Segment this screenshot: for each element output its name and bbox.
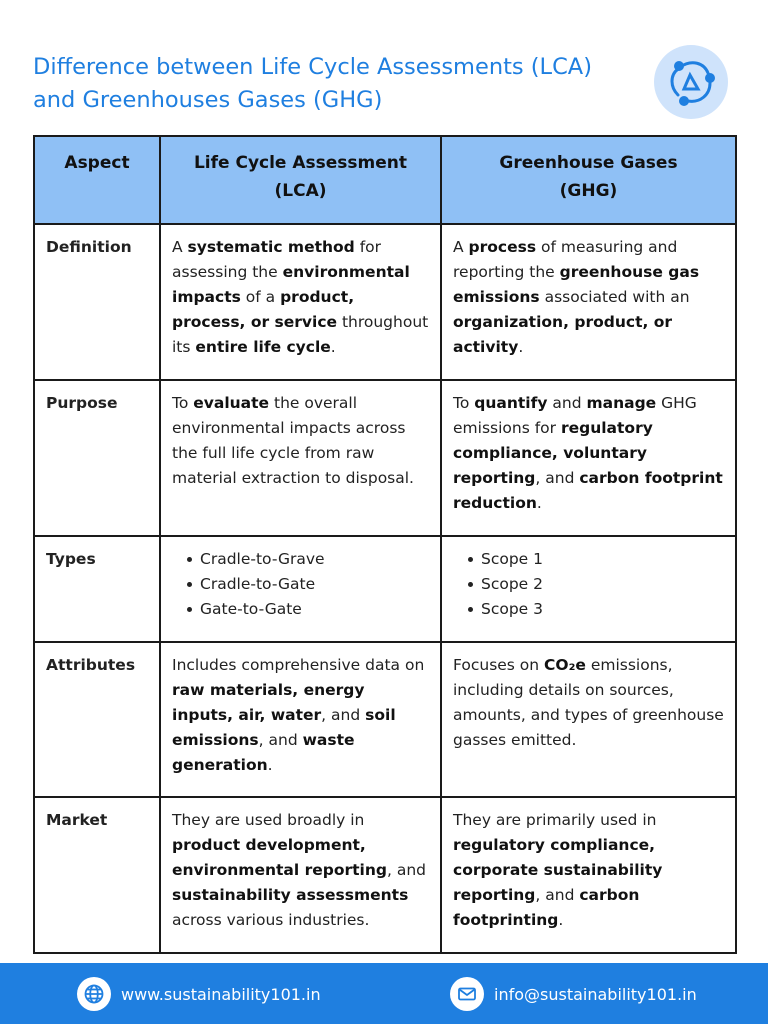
- text-run: , and: [258, 731, 303, 749]
- bold-text: carbon footprint reduction: [453, 469, 723, 512]
- footer-bar: [0, 963, 768, 1024]
- globe-icon: [77, 977, 111, 1011]
- logo-graphic: [654, 45, 728, 119]
- ghg-cell: [441, 536, 736, 642]
- text-run: .: [558, 911, 564, 929]
- lca-cell: [160, 380, 441, 536]
- text-run: .: [518, 338, 524, 356]
- ghg-cell: [441, 224, 736, 380]
- table-row: [34, 642, 736, 797]
- text-run: They are used broadly in: [172, 811, 365, 829]
- text-run: Includes comprehensive data on: [172, 656, 425, 674]
- text-run: .: [536, 494, 542, 512]
- table-header-row: [34, 136, 736, 224]
- header-lca-line2: (LCA): [274, 181, 327, 201]
- email-text: info@sustainability101.in: [494, 984, 697, 1004]
- text-run: To: [172, 394, 194, 412]
- table-row: [34, 380, 736, 536]
- list-item: Scope 3: [453, 597, 725, 622]
- mail-icon: [450, 977, 484, 1011]
- bold-text: sustainability assessments: [172, 886, 409, 904]
- recycle-network-icon: [654, 45, 728, 119]
- ghg-cell: [441, 642, 736, 797]
- text-run: A: [172, 238, 188, 256]
- bold-text: systematic method: [187, 238, 355, 256]
- bold-text: process: [468, 238, 537, 256]
- ghg-cell: [441, 797, 736, 953]
- bold-text: regulatory compliance, corporate sustainability reporting: [453, 836, 663, 904]
- lca-cell: [160, 642, 441, 797]
- list-item: Cradle-to-Grave: [172, 547, 430, 572]
- title-line-2: and Greenhouses Gases (GHG): [33, 87, 383, 113]
- bold-text: soil emissions: [172, 706, 396, 749]
- list-item: Scope 1: [453, 547, 725, 572]
- email-link[interactable]: [450, 977, 697, 1011]
- text-run: of a: [240, 288, 281, 306]
- text-run: .: [267, 756, 273, 774]
- table-row: [34, 224, 736, 380]
- row-aspect: Attributes: [34, 642, 160, 797]
- list-item: Gate-to-Gate: [172, 597, 430, 622]
- bold-text: manage: [586, 394, 657, 412]
- row-aspect: Market: [34, 797, 160, 953]
- bold-text: product development, environmental reporting: [172, 836, 387, 879]
- comparison-table: [33, 135, 737, 954]
- text-run: , and: [535, 469, 580, 487]
- lca-types-list: [172, 547, 430, 622]
- header-ghg-line1: Greenhouse Gases: [499, 153, 678, 173]
- row-aspect: Purpose: [34, 380, 160, 536]
- ghg-cell: [441, 380, 736, 536]
- text-run: , and: [535, 886, 580, 904]
- ghg-types-list: [453, 547, 725, 622]
- bold-text: environmental impacts: [172, 263, 410, 306]
- bold-text: quantify: [474, 394, 548, 412]
- header-ghg: [441, 136, 736, 224]
- row-aspect: Types: [34, 536, 160, 642]
- bold-text: greenhouse gas emissions: [453, 263, 700, 306]
- bold-text: CO₂e: [544, 656, 586, 674]
- lca-cell: [160, 536, 441, 642]
- website-text: www.sustainability101.in: [121, 984, 321, 1004]
- text-run: .: [330, 338, 336, 356]
- text-run: To: [453, 394, 475, 412]
- bold-text: entire life cycle: [195, 338, 331, 356]
- text-run: , and: [386, 861, 426, 879]
- row-aspect: Definition: [34, 224, 160, 380]
- text-run: of measuring and reporting the: [453, 238, 678, 281]
- list-item: Scope 2: [453, 572, 725, 597]
- text-run: associated with an: [539, 288, 690, 306]
- bold-text: evaluate: [193, 394, 270, 412]
- table-row: [34, 536, 736, 642]
- title-line-1: Difference between Life Cycle Assessments (LCA): [33, 54, 592, 80]
- text-run: They are primarily used in: [453, 811, 657, 829]
- lca-cell: [160, 224, 441, 380]
- text-run: A: [453, 238, 469, 256]
- text-run: the overall environmental impacts across the full life cycle from raw material extraction to disposal.: [172, 394, 414, 487]
- header-ghg-line2: (GHG): [559, 181, 618, 201]
- text-run: emissions, including details on sources, amounts, and types of greenhouse gasses emitted.: [453, 656, 724, 749]
- text-run: across various industries.: [172, 911, 370, 929]
- text-run: GHG emissions for: [453, 394, 697, 437]
- bold-text: carbon footprinting: [453, 886, 640, 929]
- table-row: [34, 797, 736, 953]
- bold-text: organization, product, or activity: [453, 313, 673, 356]
- list-item: Cradle-to-Gate: [172, 572, 430, 597]
- header-lca: [160, 136, 441, 224]
- bold-text: product, process, or service: [172, 288, 355, 331]
- header-lca-line1: Life Cycle Assessment: [193, 153, 408, 173]
- page-title: [33, 51, 613, 117]
- text-run: , and: [321, 706, 366, 724]
- header-aspect: Aspect: [34, 136, 160, 224]
- website-link[interactable]: [77, 977, 321, 1011]
- bold-text: regulatory compliance, voluntary reporting: [453, 419, 653, 487]
- lca-cell: [160, 797, 441, 953]
- bold-text: raw materials, energy inputs, air, water: [172, 681, 365, 724]
- bold-text: waste generation: [172, 731, 355, 774]
- text-run: for assessing the: [172, 238, 382, 281]
- text-run: throughout its: [172, 313, 429, 356]
- text-run: and: [547, 394, 587, 412]
- text-run: Focuses on: [453, 656, 545, 674]
